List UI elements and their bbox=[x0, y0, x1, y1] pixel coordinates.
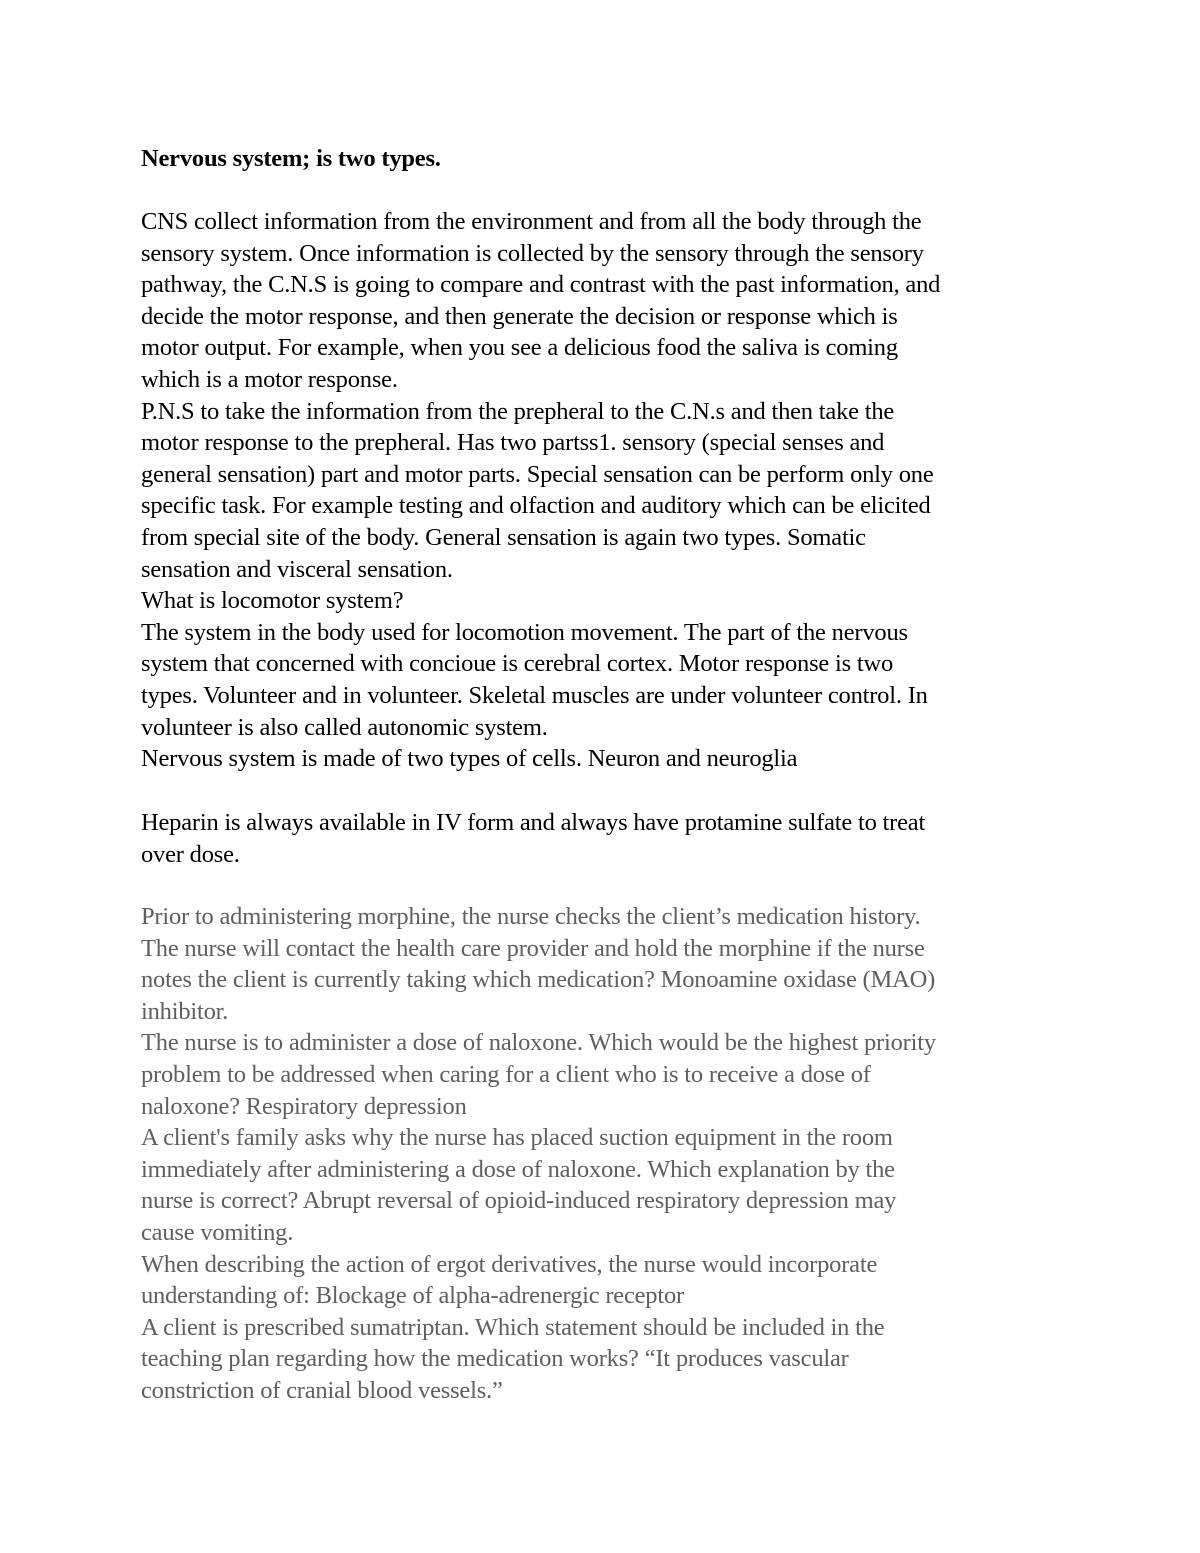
text-line: over dose. bbox=[141, 840, 240, 868]
text-line: A client is prescribed sumatriptan. Which statement should be included in the bbox=[141, 1313, 885, 1341]
text-line: from special site of the body. General sensation is again two types. Somatic bbox=[141, 523, 866, 551]
text-line: understanding of: Blockage of alpha-adrenergic receptor bbox=[141, 1282, 684, 1310]
text-line: sensory system. Once information is collected by the sensory through the sensory bbox=[141, 239, 924, 267]
text-line: general sensation) part and motor parts. Special sensation can be perform only one bbox=[141, 460, 934, 488]
text-line: What is locomotor system? bbox=[141, 587, 404, 615]
text-line: Heparin is always available in IV form and always have protamine sulfate to treat bbox=[141, 809, 926, 836]
text-line: motor response to the prepheral. Has two partss1. sensory (special senses and bbox=[141, 429, 885, 457]
text-line: pathway, the C.N.S is going to compare and contrast with the past information, and bbox=[141, 271, 941, 299]
text-line: specific task. For example testing and olfaction and auditory which can be elicited bbox=[141, 492, 931, 520]
text-line: inhibitor. bbox=[141, 997, 229, 1025]
text-line: types. Volunteer and in volunteer. Skeletal muscles are under volunteer control. In bbox=[141, 681, 928, 709]
text-line: The nurse will contact the health care provider and hold the morphine if the nurse bbox=[141, 934, 925, 962]
text-line: teaching plan regarding how the medication works? “It produces vascular bbox=[141, 1345, 849, 1373]
text-line: The system in the body used for locomotion movement. The part of the nervous bbox=[141, 618, 908, 646]
text-line: sensation and visceral sensation. bbox=[141, 555, 453, 583]
title-line: Nervous system; is two types. bbox=[141, 145, 441, 172]
text-line: CNS collect information from the environment and from all the body through the bbox=[141, 208, 922, 235]
section-nervous-system bbox=[141, 206, 1081, 775]
text-line: which is a motor response. bbox=[141, 365, 398, 393]
section-heparin bbox=[141, 807, 1081, 870]
text-line: notes the client is currently taking which medication? Monoamine oxidase (MAO) bbox=[141, 966, 936, 994]
text-line: P.N.S to take the information from the prepheral to the C.N.s and then take the bbox=[141, 397, 895, 425]
text-line: system that concerned with concioue is cerebral cortex. Motor response is two bbox=[141, 650, 894, 678]
text-line: Nervous system is made of two types of cells. Neuron and neuroglia bbox=[141, 745, 798, 773]
text-line: problem to be addressed when caring for a client who is to receive a dose of bbox=[141, 1060, 871, 1088]
text-line: constriction of cranial blood vessels.” bbox=[141, 1376, 503, 1404]
text-line: motor output. For example, when you see a delicious food the saliva is coming bbox=[141, 334, 898, 362]
text-line: The nurse is to administer a dose of naloxone. Which would be the highest priority bbox=[141, 1029, 936, 1057]
text-line: A client's family asks why the nurse has placed suction equipment in the room bbox=[141, 1124, 893, 1152]
text-line: nurse is correct? Abrupt reversal of opioid-induced respiratory depression may bbox=[141, 1187, 897, 1215]
text-line: immediately after administering a dose of naloxone. Which explanation by the bbox=[141, 1155, 895, 1183]
text-line: volunteer is also called autonomic system. bbox=[141, 713, 548, 741]
document-title bbox=[141, 143, 1081, 175]
text-line: When describing the action of ergot derivatives, the nurse would incorporate bbox=[141, 1250, 878, 1278]
text-line: decide the motor response, and then generate the decision or response which is bbox=[141, 302, 898, 330]
text-line: naloxone? Respiratory depression bbox=[141, 1092, 467, 1120]
section-nursing-questions bbox=[141, 901, 1081, 1407]
text-line: Prior to administering morphine, the nurse checks the client’s medication history. bbox=[141, 903, 921, 930]
text-line: cause vomiting. bbox=[141, 1218, 294, 1246]
